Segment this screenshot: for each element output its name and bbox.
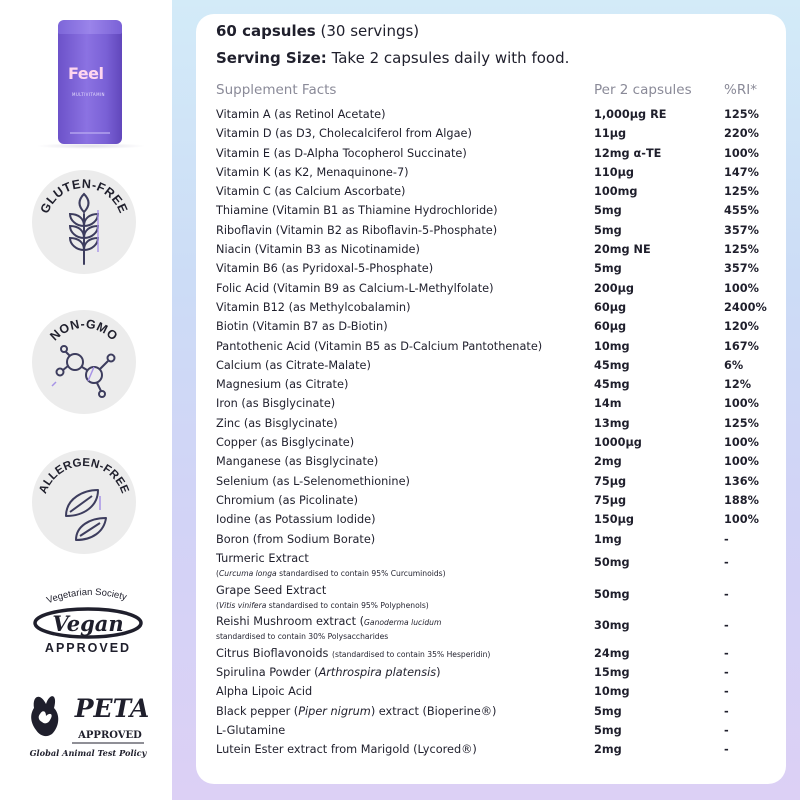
serving-size-label: Serving Size: — [216, 49, 327, 67]
nutrient-ri: - — [724, 587, 729, 601]
nutrient-amount: 10mg — [594, 685, 630, 699]
nutrient-amount: 1,000µg RE — [594, 108, 667, 121]
nutrient-ri: 2400% — [724, 300, 767, 314]
nutrient-table — [216, 106, 776, 761]
latin-name: Ganoderma lucidum — [364, 618, 442, 628]
nutrient-ri: 147% — [724, 165, 759, 179]
nutrient-name: Thiamine (Vitamin B1 as Thiamine Hydrochloride) — [216, 204, 498, 218]
nutrient-amount: 24mg — [594, 646, 630, 660]
nutrient-ri: 100% — [724, 146, 759, 160]
bunny-icon — [31, 696, 58, 736]
table-row — [216, 145, 776, 164]
nutrient-amount: 5mg — [594, 704, 622, 718]
col-header-amount: Per 2 capsules — [594, 82, 692, 98]
table-row — [216, 299, 776, 318]
name-text: Spirulina Powder ( — [216, 666, 319, 680]
nutrient-name: Folic Acid (Vitamin B9 as Calcium-L-Methylfolate) — [216, 281, 494, 295]
vegan-society-label: Vegetarian Society — [45, 586, 128, 607]
product-cap — [58, 20, 122, 34]
table-row-grape-seed — [216, 582, 776, 614]
nutrient-name: Manganese (as Bisglycinate) — [216, 455, 379, 469]
nutrient-amount: 14m — [594, 397, 622, 411]
table-row — [216, 183, 776, 202]
nutrient-amount: 100mg — [594, 185, 638, 199]
table-row — [216, 415, 776, 434]
nutrient-ri: 125% — [724, 108, 759, 121]
latin-name: Arthrospira platensis — [318, 666, 437, 680]
table-row — [216, 125, 776, 144]
svg-text:Vegetarian Society — [45, 587, 128, 606]
nutrient-amount: 5mg — [594, 724, 622, 738]
supplement-facts-panel — [196, 14, 786, 784]
nutrient-name: Calcium (as Citrate-Malate) — [216, 358, 371, 372]
nutrient-name: Vitamin D (as D3, Cholecalciferol from Algae) — [216, 127, 472, 141]
table-row-spirulina — [216, 664, 776, 683]
nutrient-ri: - — [724, 666, 729, 680]
nutrient-note: (Vitis vinifera standardised to contain 95% Polyphenols) — [216, 600, 429, 610]
nutrient-name: Copper (as Bisglycinate) — [216, 436, 355, 450]
nutrient-name — [216, 615, 441, 628]
table-row — [216, 395, 776, 414]
nutrient-amount: 2mg — [594, 743, 622, 757]
nutrient-ri: 455% — [724, 204, 759, 218]
table-row-citrus — [216, 645, 776, 664]
nutrient-name: Turmeric Extract — [216, 551, 309, 565]
table-row — [216, 376, 776, 395]
serving-size-value: Take 2 capsules daily with food. — [331, 49, 570, 67]
nutrient-amount: 110µg — [594, 165, 634, 179]
nutrient-name: Vitamin K (as K2, Menaquinone-7) — [216, 165, 409, 179]
nutrient-amount: 1mg — [594, 532, 622, 546]
nutrient-name: Grape Seed Extract — [216, 583, 327, 597]
nutrient-amount: 150µg — [594, 513, 634, 527]
badges-column — [0, 0, 172, 800]
nutrient-name: Selenium (as L-Selenomethionine) — [216, 474, 410, 488]
nutrient-amount: 50mg — [594, 587, 630, 601]
nutrient-ri: 357% — [724, 262, 759, 276]
nutrient-name: Vitamin A (as Retinol Acetate) — [216, 108, 386, 121]
product-foot-line — [70, 132, 110, 134]
nutrient-amount: 5mg — [594, 262, 622, 276]
latin-name: Piper nigrum — [298, 704, 371, 718]
nutrient-amount: 75µg — [594, 493, 627, 507]
nutrient-ri: 6% — [724, 358, 744, 372]
nutrient-name — [216, 705, 496, 718]
nutrient-note: (Curcuma longa standardised to contain 95% Curcuminoids) — [216, 568, 446, 578]
latin-name: Vitis vinifera — [218, 600, 267, 610]
nutrient-ri: - — [724, 724, 729, 738]
nutrient-ri: 100% — [724, 281, 759, 295]
nutrient-amount: 15mg — [594, 666, 630, 680]
capsules-label: 60 capsules — [216, 22, 316, 40]
nutrient-name: Magnesium (as Citrate) — [216, 378, 349, 392]
nutrient-name: Biotin (Vitamin B7 as D-Biotin) — [216, 320, 388, 334]
nutrient-ri: 125% — [724, 416, 759, 430]
peta-logo-icon — [28, 690, 148, 766]
peta-logo: PETA — [74, 694, 148, 723]
col-header-ri: %RI* — [724, 82, 757, 98]
peta-policy-label: Global Animal Test Policy — [29, 748, 147, 758]
servings-label: (30 servings) — [320, 22, 420, 40]
table-row — [216, 357, 776, 376]
nutrient-ri: 100% — [724, 397, 759, 411]
nutrient-name: Vitamin C (as Calcium Ascorbate) — [216, 185, 406, 199]
nutrient-ri: 100% — [724, 513, 759, 527]
table-row — [216, 338, 776, 357]
note-text: (standardised to contain 35% Hesperidin) — [332, 649, 491, 659]
nutrient-ri: 120% — [724, 320, 759, 334]
table-row — [216, 106, 776, 125]
peta-approved-logo — [28, 690, 148, 766]
note-text: standardised to contain 95% Polyphenols — [266, 600, 426, 610]
table-row — [216, 453, 776, 472]
nutrient-ri: - — [724, 704, 729, 718]
nutrient-amount: 2mg — [594, 455, 622, 469]
nutrient-ri: 220% — [724, 127, 759, 141]
nutrient-amount: 10mg — [594, 339, 630, 353]
table-row — [216, 434, 776, 453]
gluten-free-badge — [28, 166, 140, 278]
product-subtitle: MULTIVITAMIN — [72, 92, 105, 97]
nutrient-name: Iron (as Bisglycinate) — [216, 397, 336, 411]
capsule-count — [216, 22, 419, 40]
nutrient-ri: - — [724, 555, 729, 569]
nutrient-ri: 188% — [724, 493, 759, 507]
nutrient-amount: 45mg — [594, 358, 630, 372]
non-gmo-label: NON-GMO — [47, 316, 121, 344]
latin-name: Curcuma longa — [218, 568, 277, 578]
nutrient-amount: 20mg NE — [594, 243, 651, 257]
nutrient-amount: 13mg — [594, 416, 630, 430]
allergen-free-badge — [28, 446, 140, 558]
name-close: ) — [436, 666, 441, 680]
gluten-free-label: GLUTEN-FREE — [37, 176, 131, 216]
table-row — [216, 511, 776, 530]
nutrient-amount: 60µg — [594, 320, 627, 334]
nutrient-amount: 75µg — [594, 474, 627, 488]
table-row — [216, 531, 776, 550]
nutrient-ri: - — [724, 619, 729, 633]
nutrient-amount: 11µg — [594, 127, 627, 141]
vegan-approved-label: APPROVED — [44, 641, 132, 655]
molecule-icon — [28, 306, 140, 418]
product-tube — [58, 26, 122, 144]
nutrient-amount: 200µg — [594, 281, 634, 295]
product-shadow — [36, 143, 146, 149]
table-row — [216, 473, 776, 492]
nutrient-amount: 5mg — [594, 204, 622, 218]
allergen-free-label: ALLERGEN-FREE — [37, 456, 131, 496]
table-row-lutein — [216, 741, 776, 760]
nutrient-name: Vitamin B12 (as Methylcobalamin) — [216, 300, 411, 314]
nutrient-ri: - — [724, 743, 729, 757]
nutrient-ri: - — [724, 646, 729, 660]
table-row-reishi — [216, 613, 776, 645]
table-row-glutamine — [216, 722, 776, 741]
nutrient-note: standardised to contain 30% Polysaccharides — [216, 632, 389, 642]
nutrient-name: Chromium (as Picolinate) — [216, 493, 359, 507]
nutrient-amount: 5mg — [594, 223, 622, 237]
serving-size — [216, 49, 569, 67]
note-text: standardised to contain 95% Curcuminoids — [276, 568, 443, 578]
leaves-icon — [28, 446, 140, 558]
nutrient-ri: 125% — [724, 243, 759, 257]
vegan-logo-icon — [28, 582, 146, 656]
nutrient-amount: 45mg — [594, 378, 630, 392]
nutrient-ri: 167% — [724, 339, 759, 353]
product-image — [58, 20, 122, 144]
peta-approved-label: APPROVED — [78, 730, 142, 741]
nutrient-ri: 136% — [724, 474, 759, 488]
non-gmo-badge — [28, 306, 140, 418]
vegan-approved-logo — [28, 582, 146, 656]
nutrient-name: Alpha Lipoic Acid — [216, 685, 313, 699]
nutrient-amount: 12mg α-TE — [594, 146, 662, 160]
nutrient-name: Boron (from Sodium Borate) — [216, 532, 376, 546]
nutrient-ri: - — [724, 532, 729, 546]
nutrient-name: Vitamin E (as D-Alpha Tocopherol Succinate) — [216, 146, 467, 160]
nutrient-name: Riboflavin (Vitamin B2 as Riboflavin-5-Phosphate) — [216, 223, 498, 237]
table-row — [216, 280, 776, 299]
nutrient-name — [216, 647, 490, 660]
name-close: ) extract (Bioperine®) — [370, 704, 497, 718]
nutrient-ri: 12% — [724, 378, 752, 392]
nutrient-amount: 50mg — [594, 555, 630, 569]
nutrient-name: Vitamin B6 (as Pyridoxal-5-Phosphate) — [216, 262, 434, 276]
nutrient-amount: 1000µg — [594, 436, 642, 450]
nutrient-name: Iodine (as Potassium Iodide) — [216, 513, 376, 527]
nutrient-name: Pantothenic Acid (Vitamin B5 as D-Calcium Pantothenate) — [216, 339, 543, 353]
nutrient-ri: 125% — [724, 185, 759, 199]
nutrient-amount: 60µg — [594, 300, 627, 314]
product-logo: Feel — [68, 64, 104, 83]
table-row-turmeric — [216, 550, 776, 582]
col-header-name: Supplement Facts — [216, 82, 337, 98]
nutrient-name: Niacin (Vitamin B3 as Nicotinamide) — [216, 243, 420, 257]
nutrient-ri: - — [724, 685, 729, 699]
nutrient-name — [216, 666, 441, 679]
name-text: Reishi Mushroom extract ( — [216, 615, 365, 629]
nutrient-ri: 100% — [724, 455, 759, 469]
table-row-black-pepper — [216, 703, 776, 722]
nutrient-ri: 357% — [724, 223, 759, 237]
table-row — [216, 164, 776, 183]
nutrient-amount: 30mg — [594, 619, 630, 633]
table-row — [216, 260, 776, 279]
table-row — [216, 492, 776, 511]
table-row — [216, 241, 776, 260]
table-row-alpha-lipoic — [216, 683, 776, 702]
nutrient-name: Lutein Ester extract from Marigold (Lycored®) — [216, 743, 477, 757]
gluten-free-icon — [28, 166, 140, 278]
table-row — [216, 318, 776, 337]
nutrient-name: L-Glutamine — [216, 724, 286, 738]
name-text: Citrus Bioflavonoids — [216, 646, 333, 660]
nutrient-name: Zinc (as Bisglycinate) — [216, 416, 338, 430]
name-text: Black pepper ( — [216, 704, 299, 718]
table-row — [216, 202, 776, 221]
table-row — [216, 222, 776, 241]
vegan-word: Vegan — [52, 611, 124, 636]
nutrient-ri: 100% — [724, 436, 759, 450]
